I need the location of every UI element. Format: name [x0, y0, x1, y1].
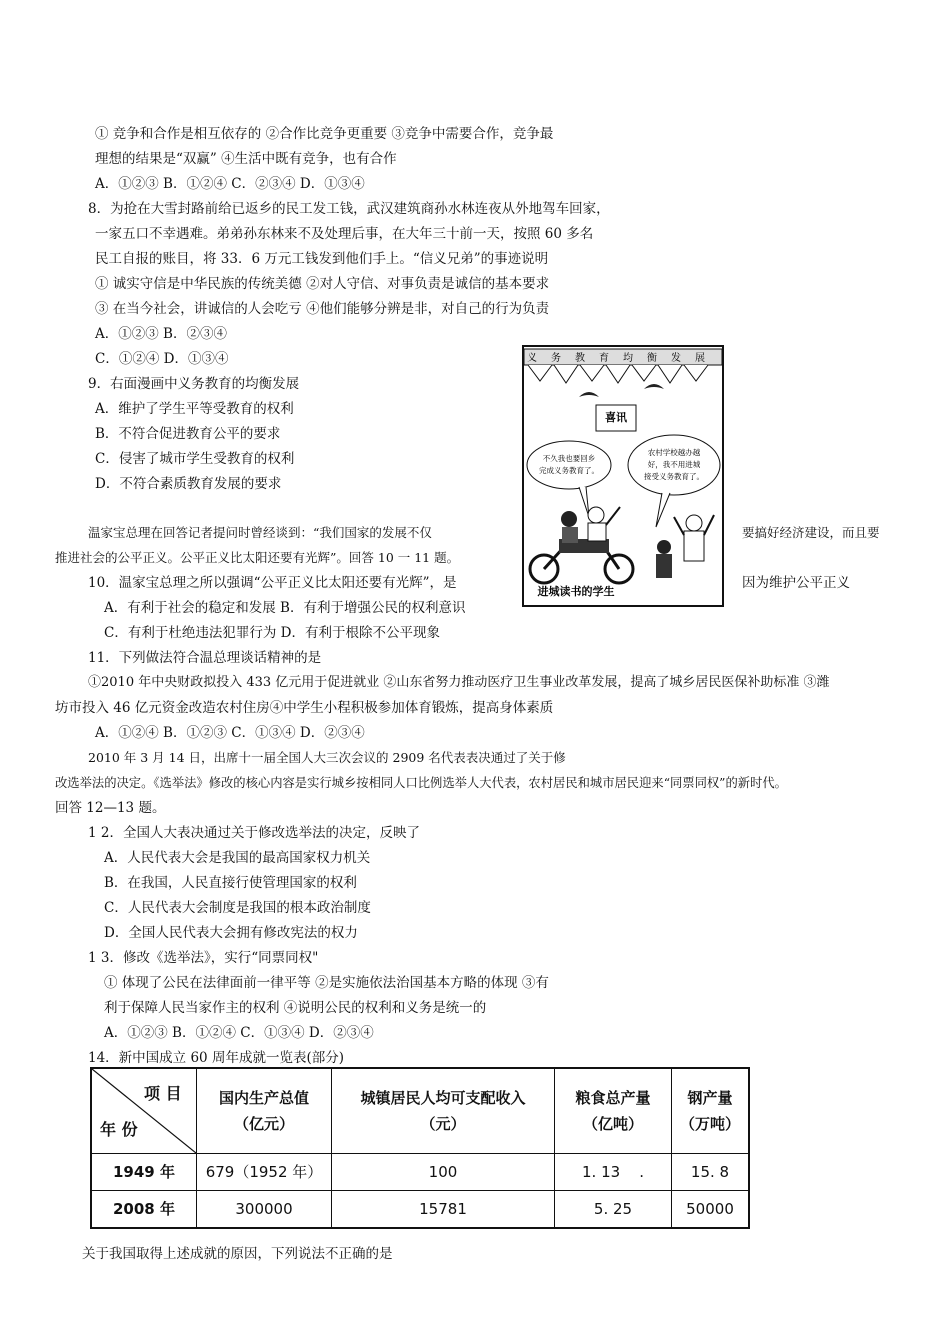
wen-passage-line2: 推进社会的公平正义。公平正义比太阳还要有光辉”。回答 10 一 11 题。 [55, 550, 460, 565]
header-grain [555, 1068, 672, 1154]
table-corner-cell [91, 1068, 197, 1154]
q10-options-line2: C．有利于杜绝违法犯罪行为 D．有利于根除不公平现象 [104, 625, 440, 641]
cartoon-drawing [524, 347, 722, 605]
achievements-table [90, 1067, 750, 1229]
magpie-right [644, 384, 664, 389]
q7-statements-line2: 理想的结果是“双赢” ④生活中既有竞争，也有合作 [95, 151, 397, 167]
header-gdp [197, 1068, 332, 1154]
row-grain: 1. 13 . [555, 1154, 672, 1191]
q10-stem-left: 10．温家宝总理之所以强调“公平正义比太阳还要有光辉”，是 [88, 575, 457, 591]
q8-stem-line3: 民工自报的账目，将 33．6 万元工钱发到他们手上。“信义兄弟”的事迹说明 [95, 251, 549, 267]
row-year: 2008 年 [91, 1190, 197, 1228]
row-income: 15781 [332, 1190, 555, 1228]
header-steel-unit: （万吨） [679, 1115, 740, 1133]
q10-options-line1: A．有利于社会的稳定和发展 B．有利于增强公民的权利意识 [104, 600, 466, 616]
q12-stem: 1 2．全国人大表决通过关于修改选举法的决定，反映了 [88, 825, 420, 841]
bubble-left-line2: 完成义务教育了。 [539, 466, 599, 475]
banner-text: 义务教育均衡发展 [527, 353, 719, 364]
header-steel [672, 1068, 750, 1154]
q12-option-a: A．人民代表大会是我国的最高国家权力机关 [104, 850, 371, 866]
q8-statements-line1: ① 诚实守信是中华民族的传统美德 ②对人守信、对事负责是诚信的基本要求 [95, 276, 550, 292]
bubble-right-line1: 农村学校越办越 [647, 448, 701, 457]
q11-stem: 11．下列做法符合温总理谈话精神的是 [88, 650, 322, 666]
election-passage-line3: 回答 12—13 题。 [55, 800, 166, 816]
q7-statements-line1: ① 竞争和合作是相互依存的 ②合作比竞争更重要 ③竞争中需要合作，竞争最 [95, 126, 554, 142]
speech-bubble-left [527, 441, 611, 489]
row-gdp: 300000 [197, 1190, 332, 1228]
corner-top-label: 项 目 [144, 1084, 182, 1103]
q12-option-d: D．全国人民代表大会拥有修改宪法的权力 [104, 925, 358, 941]
sign-text: 喜讯 [605, 411, 627, 424]
q12-option-b: B．在我国，人民直接行使管理国家的权利 [104, 875, 357, 891]
q9-stem: 9．右面漫画中义务教育的均衡发展 [88, 376, 300, 392]
q9-option-b: B．不符合促进教育公平的要求 [95, 426, 281, 442]
table-header-row [91, 1068, 749, 1154]
header-income-name: 城镇居民人均可支配收入 [360, 1089, 526, 1107]
q13-choices: A．①②③ B．①②④ C．①③④ D．②③④ [104, 1025, 374, 1041]
election-passage-line2: 改选举法的决定。《选举法》修改的核心内容是实行城乡按相同人口比例选举人大代表，农村居民和城市居民迎来“同票同权”的新时代。 [55, 776, 787, 790]
election-passage-line1: 2010 年 3 月 14 日，出席十一届全国人大三次会议的 2909 名代表表决通过了关于修 [88, 750, 566, 765]
q11-statements-line1: ①2010 年中央财政拟投入 433 亿元用于促进就业 ②山东省努力推动医疗卫生事业改革发展，提高了城乡居民医保补助标准 ③潍 [88, 675, 830, 690]
header-steel-name: 钢产量 [687, 1089, 733, 1107]
header-gdp-unit: （亿元） [233, 1115, 294, 1133]
table-row [91, 1154, 749, 1191]
q14-stem: 14．新中国成立 60 周年成就一览表(部分) [88, 1050, 344, 1066]
row-gdp: 679（1952 年） [197, 1154, 332, 1191]
cartoon-caption: 进城读书的学生 [537, 585, 615, 598]
row-year: 1949 年 [91, 1154, 197, 1191]
q8-choices-line1: A．①②③ B．②③④ [95, 326, 227, 342]
corner-bottom-label: 年 份 [100, 1120, 138, 1139]
header-income [332, 1068, 555, 1154]
q13-stem: 1 3．修改《选举法》，实行“同票同权" [88, 950, 319, 966]
village-children [656, 515, 714, 578]
header-grain-unit: （亿吨） [582, 1115, 643, 1133]
magpie-left [579, 392, 599, 397]
wen-passage-line1-right: 要搞好经济建设，而且要 [742, 525, 880, 540]
q9-option-d: D．不符合素质教育发展的要求 [95, 476, 282, 492]
q8-stem-line1: 8．为抢在大雪封路前给已返乡的民工发工钱，武汉建筑商孙水林连夜从外地驾车回家， [88, 201, 610, 217]
row-steel: 15. 8 [672, 1154, 750, 1191]
bubble-left-line1: 不久我也要回乡 [542, 454, 596, 463]
q9-option-c: C．侵害了城市学生受教育的权利 [95, 451, 295, 467]
q8-choices-line2: C．①②④ D．①③④ [95, 351, 229, 367]
q12-option-c: C．人民代表大会制度是我国的根本政治制度 [104, 900, 371, 916]
q14-question: 关于我国取得上述成就的原因，下列说法不正确的是 [82, 1246, 393, 1262]
q8-stem-line2: 一家五口不幸遇难。弟弟孙东林来不及处理后事，在大年三十前一天，按照 60 多名 [95, 226, 594, 242]
q13-statements-line1: ① 体现了公民在法律面前一律平等 ②是实施依法治国基本方略的体现 ③有 [104, 975, 549, 991]
table-row [91, 1190, 749, 1228]
row-steel: 50000 [672, 1190, 750, 1228]
motorcycle-riders [530, 507, 633, 583]
header-gdp-name: 国内生产总值 [218, 1089, 309, 1107]
q9-option-a: A．维护了学生平等受教育的权利 [95, 401, 294, 417]
header-grain-name: 粮食总产量 [575, 1089, 651, 1107]
bubble-right-line3: 接受义务教育了。 [644, 472, 704, 481]
q11-statements-line2: 坊市投入 46 亿元资金改造农村住房④中学生小程积极参加体育锻炼，提高身体素质 [55, 700, 554, 716]
q13-statements-line2: 利于保障人民当家作主的权利 ④说明公民的权利和义务是统一的 [104, 1000, 487, 1016]
banner-flags [528, 365, 708, 383]
q7-choices: A．①②③ B．①②④ C．②③④ D．①③④ [95, 176, 365, 192]
row-income: 100 [332, 1154, 555, 1191]
row-grain: 5. 25 [555, 1190, 672, 1228]
q11-choices: A．①②④ B．①②③ C．①③④ D．②③④ [95, 725, 365, 741]
header-income-unit: （元） [420, 1115, 466, 1133]
education-cartoon [522, 345, 724, 607]
q8-statements-line2: ③ 在当今社会，讲诚信的人会吃亏 ④他们能够分辨是非，对自己的行为负责 [95, 301, 550, 317]
bubble-right-line2: 好，我不用进城 [647, 460, 701, 469]
q10-stem-right: 因为维护公平正义 [742, 575, 850, 591]
wen-passage-line1-left: 温家宝总理在回答记者提问时曾经谈到：“我们国家的发展不仅 [88, 525, 432, 540]
